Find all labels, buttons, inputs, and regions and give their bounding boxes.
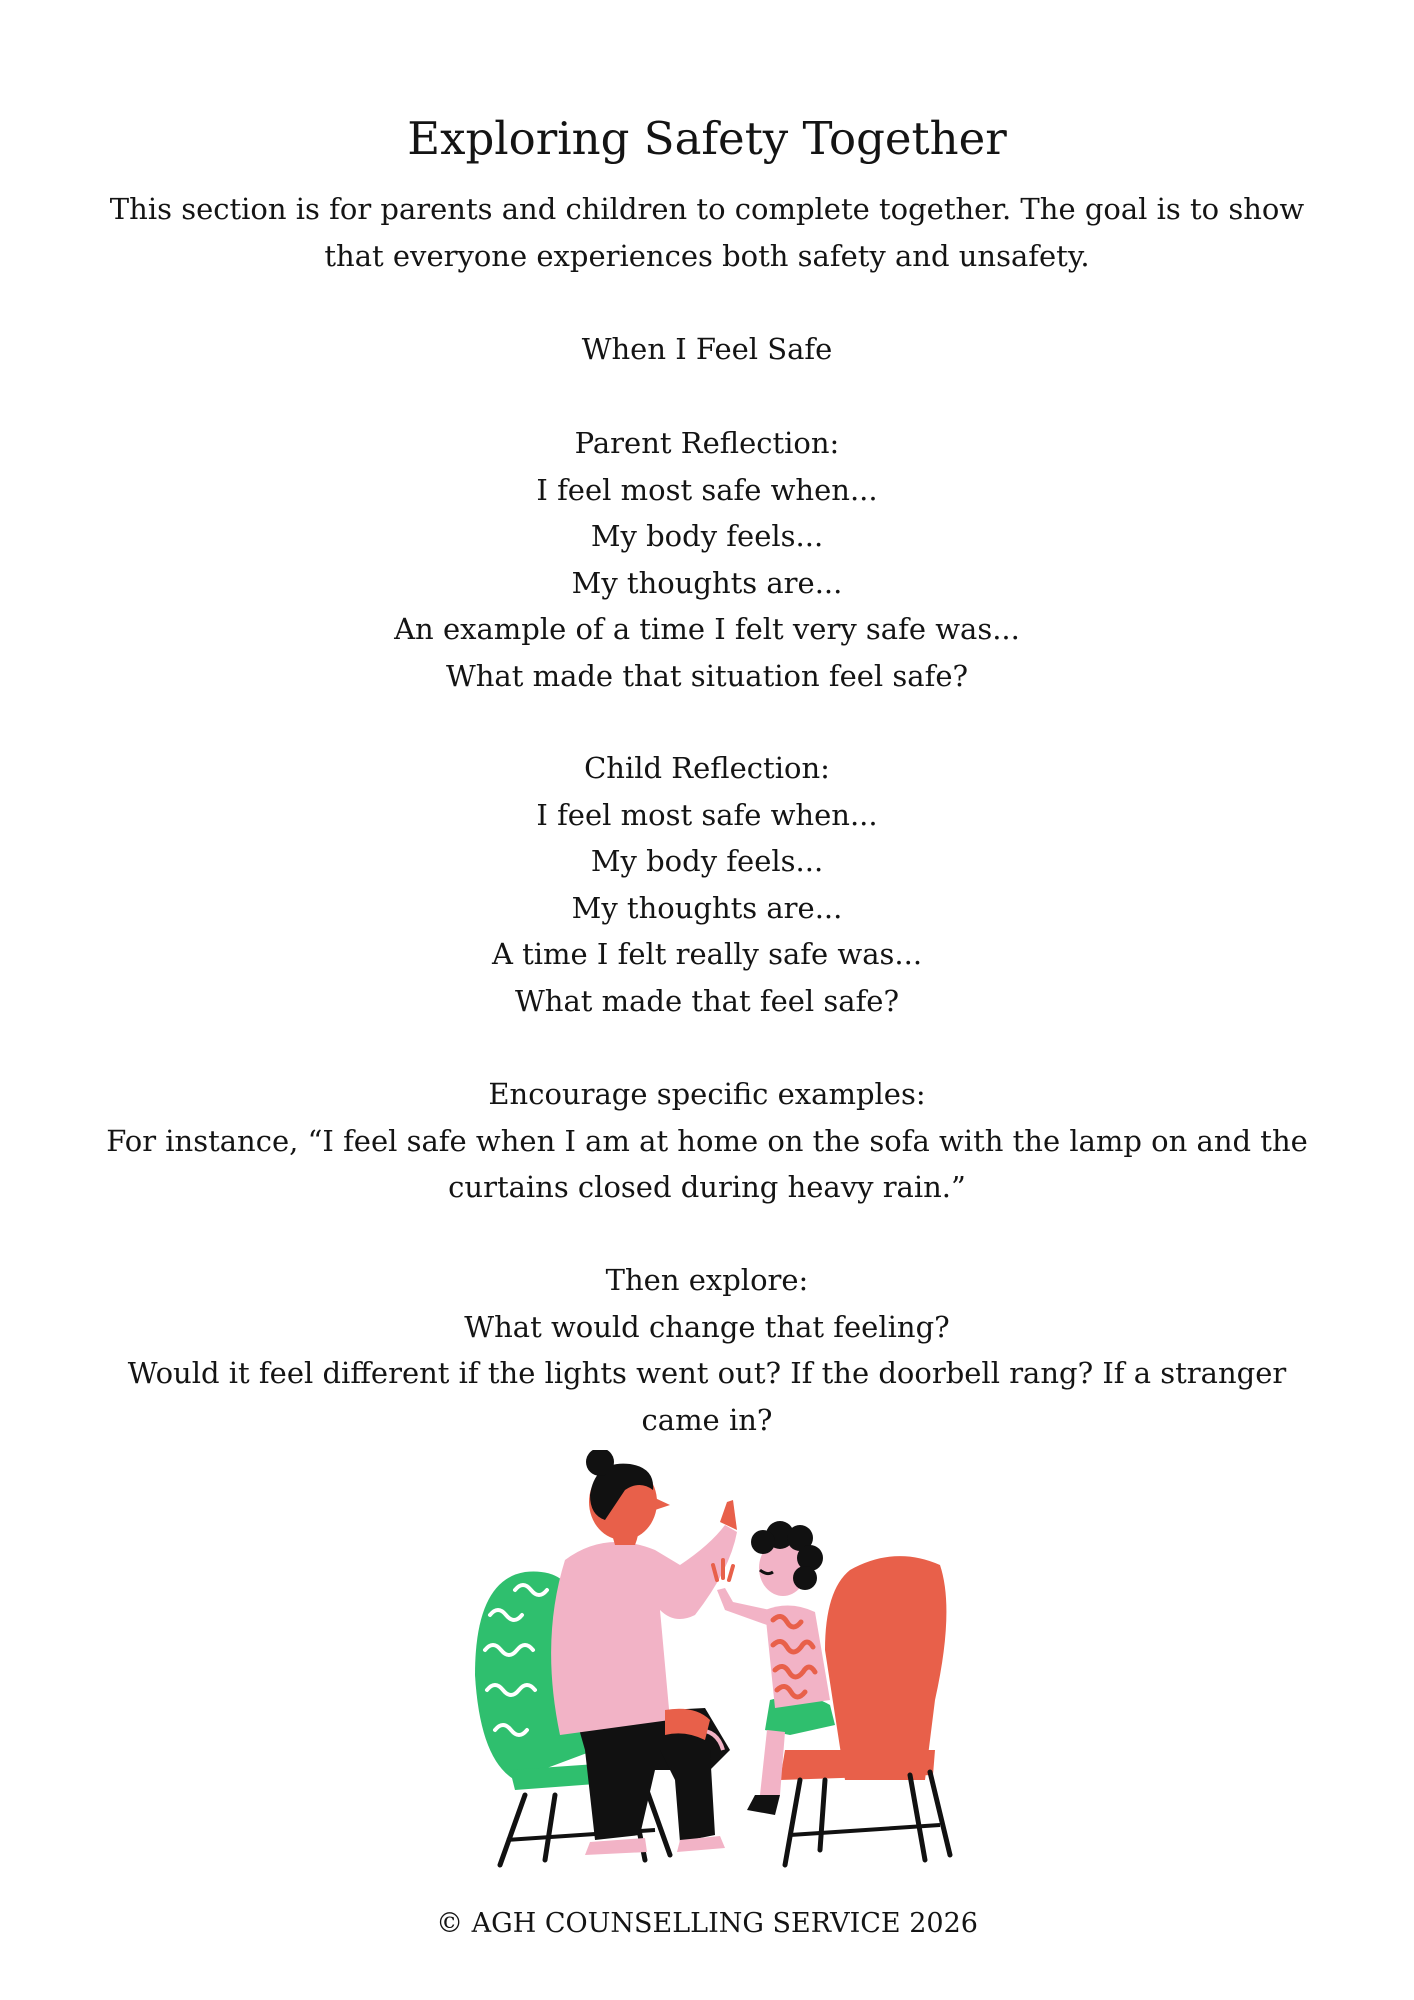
child-prompt: My thoughts are... xyxy=(571,890,843,925)
parent-child-illustration xyxy=(455,1450,965,1870)
child-prompt: What made that feel safe? xyxy=(514,983,900,1018)
explore-heading: Then explore: xyxy=(605,1263,809,1297)
parent-prompt: An example of a time I felt very safe was... xyxy=(394,612,1020,646)
child-prompt: A time I felt really safe was... xyxy=(491,937,923,971)
page-title: Exploring Safety Together xyxy=(407,112,1007,165)
parent-reflection-heading: Parent Reflection: xyxy=(574,426,840,460)
parent-prompt: I feel most safe when... xyxy=(536,472,878,507)
parent-prompt: What made that situation feel safe? xyxy=(445,658,969,693)
parent-prompt: My thoughts are... xyxy=(571,565,843,600)
examples-text: For instance, “I feel safe when I am at home on the sofa with the lamp on and the curtains closed during heavy rain.” xyxy=(106,1123,1308,1204)
explore-question: Would it feel different if the lights went out? If the doorbell rang? If a stranger came in? xyxy=(127,1356,1287,1437)
copyright-footer: © AGH COUNSELLING SERVICE 2026 xyxy=(436,1908,978,1939)
child-prompt: I feel most safe when... xyxy=(536,797,878,832)
child-reflection-heading: Child Reflection: xyxy=(584,751,830,785)
explore-section xyxy=(90,1257,1324,1443)
parent-reflection xyxy=(90,420,1324,699)
intro-text: This section is for parents and children to complete together. The goal is to show that everyone experiences both safety and unsafety. xyxy=(109,192,1305,273)
section-heading: When I Feel Safe xyxy=(581,332,833,366)
examples-section xyxy=(90,1071,1324,1211)
explore-question: What would change that feeling? xyxy=(464,1309,950,1344)
child-prompt: My body feels... xyxy=(590,844,824,878)
examples-heading: Encourage specific examples: xyxy=(488,1077,926,1111)
parent-figure xyxy=(551,1450,737,1855)
child-reflection xyxy=(90,745,1324,1024)
parent-prompt: My body feels... xyxy=(590,519,824,553)
